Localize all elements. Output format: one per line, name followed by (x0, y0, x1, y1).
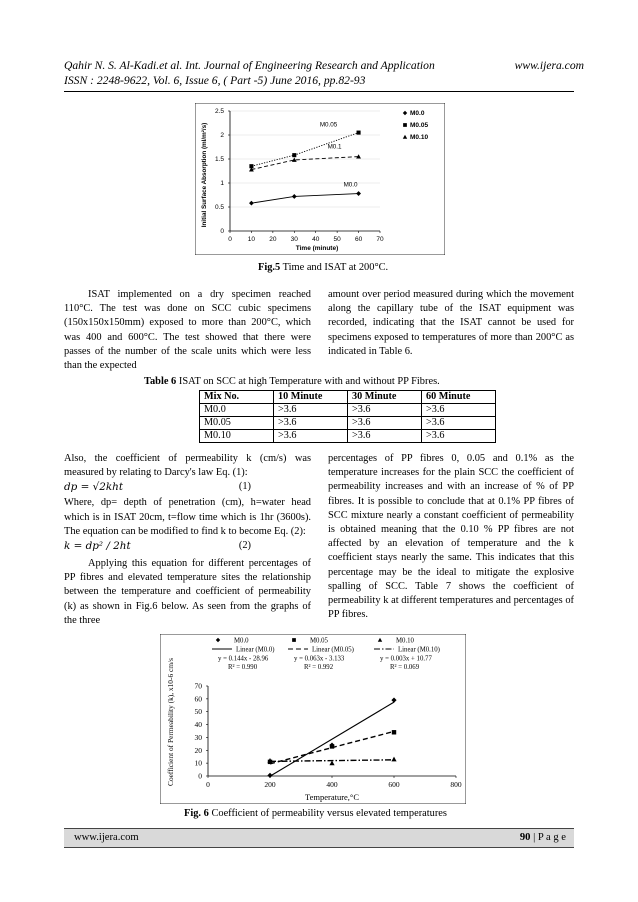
column-left-top (64, 288, 311, 373)
fig5-y-tick-label: 0.5 (214, 204, 224, 212)
table-cell: >3.6 (348, 404, 422, 417)
fig6-ylabel: Coefficient of Permeability (k), x10-6 cm/s (166, 658, 175, 786)
fig6-legend-fit: Linear (M0.05) (312, 646, 354, 654)
fig6-caption (184, 808, 447, 819)
fig6-y-tick-label: 50 (194, 707, 202, 717)
column-right-bottom (328, 452, 574, 622)
table6-caption (144, 376, 440, 387)
fig6-legend-r2: R² = 0.992 (304, 664, 334, 671)
fig5-y-tick-label: 0 (220, 228, 224, 236)
table-row (200, 417, 496, 430)
fig6-x-tick-label: 200 (264, 780, 276, 789)
fig6-legend-equation: y = 0.144x - 28.96 (218, 655, 269, 663)
header-journal: Qahir N. S. Al-Kadi.et al. Int. Journal of Engineering Research and Application (64, 59, 435, 72)
fig5-x-tick-label: 30 (290, 236, 298, 243)
fig5-legend-label: M0.10 (410, 134, 429, 141)
table6-caption-label: Table 6 (144, 376, 177, 387)
fig5-point-M005 (292, 153, 296, 157)
fig5-legend-label: M0.0 (410, 110, 425, 117)
figure-5-chart (195, 103, 445, 255)
fig6-legend-fit: Linear (M0.10) (398, 646, 440, 654)
fig6-y-tick-label: 0 (198, 771, 202, 781)
table-cell: >3.6 (348, 430, 422, 443)
fig5-x-tick-label: 50 (333, 236, 341, 243)
table-row (200, 404, 496, 417)
fig5-y-tick-label: 1.5 (214, 156, 224, 164)
page-footer (64, 828, 574, 848)
fig6-legend-series: M0.0 (234, 637, 249, 645)
col2-paragraph-2: percentages of PP fibres 0, 0.05 and 0.1% as the temperature increases for the plain SCC the coefficient of permeability increases and with an increase of % of PP fibres. It is possible to conclude that at 0.1% PP fibres of SCC mixture nearly a constant coefficient of permeability is obtained meaning that the 0.10 % PP fibres are not affected by an elevation of temperature and the k coefficient stays nearly the same. This indicates that this percentage may be the ideal to mitigate the explosive spalling of SCC. Table 7 shows the coefficient of permeability k at different temperatures and percentages of PP fibres. (328, 453, 574, 621)
fig5-x-tick-label: 70 (376, 236, 384, 243)
footer-site: www.ijera.com (74, 832, 139, 843)
fig6-y-tick-label: 20 (194, 745, 202, 755)
fig6-legend-equation: y = 0.063x - 3.133 (294, 655, 345, 663)
running-header (64, 58, 584, 73)
fig5-x-tick-label: 60 (354, 236, 363, 243)
fig6-legend-marker (292, 638, 296, 642)
fig5-x-tick-label: 10 (247, 236, 256, 243)
table-cell: >3.6 (274, 430, 348, 443)
equation-1-text: dp = √2kht (64, 481, 124, 494)
fig6-legend-series: M0.10 (396, 637, 414, 645)
col1-paragraph-2: Also, the coefficient of permeability k (cm/s) was measured by relating to Darcy's law Eq. (1): (64, 453, 311, 479)
fig5-series-label: M0.1 (327, 143, 342, 151)
fig5-x-tick-label: 40 (312, 236, 320, 243)
fig6-x-tick-label: 0 (206, 780, 210, 789)
fig5-legend-marker (403, 123, 407, 127)
column-left-bottom (64, 452, 311, 628)
fig6-legend-fit: Linear (M0.0) (236, 646, 275, 654)
fig5-caption-label: Fig.5 (258, 262, 281, 273)
col1-paragraph-3: Where, dp= depth of penetration (cm), h=water head which is in ISAT 20cm, t=flow time which is 1hr (3600s). The equation can be modified to find k to become Eq. (2): (64, 497, 311, 537)
table-cell: M0.10 (200, 430, 274, 443)
fig6-x-tick-label: 600 (388, 780, 400, 789)
table-cell: >3.6 (274, 417, 348, 430)
fig6-caption-label: Fig. 6 (184, 808, 209, 819)
fig5-x-tick-label: 0 (228, 236, 232, 243)
fig6-legend-r2: R² = 0.990 (228, 664, 258, 671)
fig6-y-tick-label: 10 (194, 758, 202, 768)
fig6-legend-equation: y = 0.003x + 10.77 (380, 655, 432, 663)
table6-header: 30 Minute (348, 391, 422, 404)
table-cell: >3.6 (422, 430, 496, 443)
header-rule (64, 91, 574, 92)
equation-2-number: (2) (238, 540, 251, 552)
fig5-ylabel: Initial Surface Absorption (ml/m²/s) (201, 122, 208, 228)
fig6-legend-r2: R² = 0.069 (390, 664, 420, 671)
fig5-y-tick-label: 2.5 (214, 108, 224, 116)
fig6-y-tick-label: 40 (194, 720, 202, 730)
table-cell: >3.6 (422, 417, 496, 430)
col1-paragraph-4: Applying this equation for different percentages of PP fibres and elevated temperature sites the relationship between the temperature and coefficient of permeability (k) as shown in Fig.6 below. As seen from the graphs of the three (64, 558, 311, 626)
table-cell: >3.6 (274, 404, 348, 417)
fig6-x-tick-label: 800 (450, 780, 462, 789)
fig5-y-tick-label: 1 (220, 180, 224, 188)
fig5-x-tick-label: 20 (269, 236, 277, 243)
header-site: www.ijera.com (514, 59, 584, 72)
fig6-caption-text: Coefficient of permeability versus elevated temperatures (211, 808, 447, 819)
table-cell: M0.05 (200, 417, 274, 430)
fig5-point-M005 (357, 131, 361, 135)
fig5-legend-label: M0.05 (410, 122, 429, 129)
fig6-xlabel: Temperature,°C (304, 792, 360, 802)
header-issn: ISSN : 2248-9622, Vol. 6, Issue 6, ( Part -5) June 2016, pp.82-93 (64, 74, 366, 87)
footer-page-word: | P a g e (530, 832, 566, 843)
fig6-y-tick-label: 60 (194, 694, 202, 704)
fig5-caption (258, 262, 388, 273)
table6-header-row (200, 391, 496, 404)
fig6-legend-series: M0.05 (310, 637, 328, 645)
table-row (200, 430, 496, 443)
fig6-x-tick-label: 400 (326, 780, 338, 789)
table-cell: M0.0 (200, 404, 274, 417)
table6-caption-text: ISAT on SCC at high Temperature with and without PP Fibres. (178, 376, 440, 387)
equation-2-text: k = dp² / 2ht (64, 540, 131, 553)
table-cell: >3.6 (422, 404, 496, 417)
table6-header: Mix No. (200, 391, 274, 404)
fig5-caption-text: Time and ISAT at 200°C. (282, 262, 389, 273)
fig5-series-label: M0.05 (319, 121, 338, 129)
equation-1-number: (1) (238, 481, 251, 493)
fig5-series-label: M0.0 (343, 181, 358, 189)
table-cell: >3.6 (348, 417, 422, 430)
col2-paragraph-1: amount over period measured during which the movement along the capillary tube of the ISAT equipment was recorded, indicating that the ISAT cannot be used for specimens exposed to temperatures of more than 200°C as indicated in Table 6. (328, 289, 574, 357)
figure-6-chart (160, 634, 466, 804)
table6-header: 60 Minute (422, 391, 496, 404)
footer-page-number: 90 (519, 832, 531, 843)
fig5-y-tick-label: 2 (220, 132, 224, 140)
table6-header: 10 Minute (274, 391, 348, 404)
footer-page (520, 829, 566, 847)
fig6-point-M005 (392, 730, 396, 734)
equation-1 (64, 480, 311, 496)
fig6-point-M005 (330, 744, 334, 748)
col1-paragraph-1: ISAT implemented on a dry specimen reached 110°C. The test was done on SCC cubic specimens (150x150x150mm) exposed to more than 200°C, which was 400 and 600°C. The test showed that there were passes of the number of the scale units which were less than the expected (64, 289, 311, 372)
column-right-top (328, 288, 574, 359)
fig5-xlabel: Time (minute) (295, 245, 339, 252)
table-6 (199, 390, 496, 443)
fig6-y-tick-label: 30 (194, 732, 202, 742)
fig6-y-tick-label: 70 (194, 681, 202, 691)
equation-2 (64, 539, 311, 557)
